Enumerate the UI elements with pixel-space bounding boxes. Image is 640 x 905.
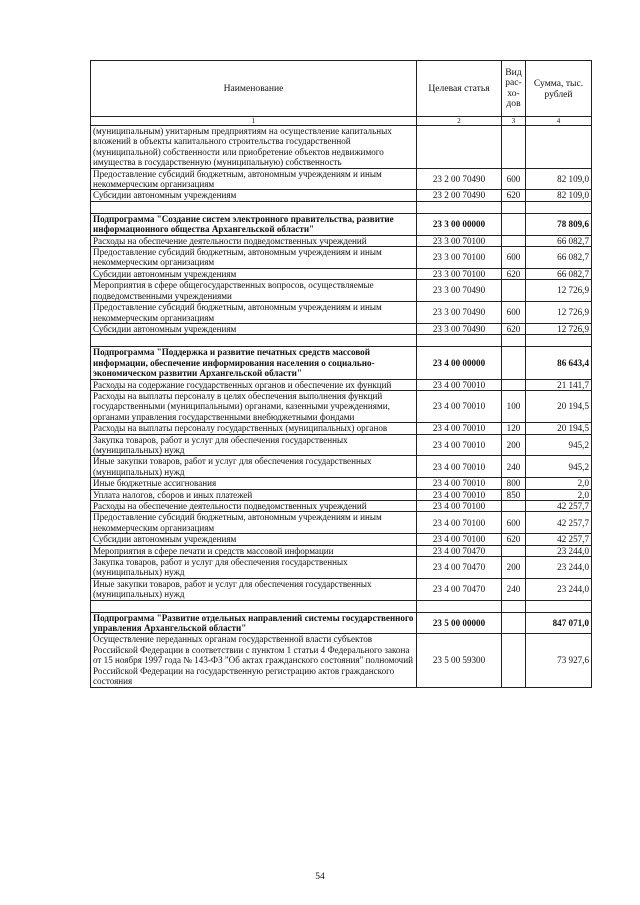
- table-spacer-row: [91, 600, 592, 612]
- table-spacer-row: [91, 335, 592, 347]
- row-name: Иные закупки товаров, работ и услуг для обеспечения государственных (муниципальных) нужд: [91, 456, 417, 478]
- row-sum: 82 109,0: [526, 168, 592, 190]
- row-name: Расходы на содержание государственных органов и обеспечение их функций: [91, 379, 417, 390]
- row-sum: 847 071,0: [526, 612, 592, 634]
- table-row: [91, 247, 592, 269]
- row-name: Расходы на обеспечение деятельности подведомственных учреждений: [91, 501, 417, 512]
- table-spacer-row: [91, 201, 592, 213]
- row-name: Уплата налогов, сборов и иных платежей: [91, 489, 417, 500]
- subprogram-row: [91, 612, 592, 634]
- row-name: Расходы на выплаты персоналу государственных (муниципальных) органов: [91, 423, 417, 434]
- row-code: 23 4 00 70470: [417, 578, 502, 600]
- row-vid: 620: [502, 190, 526, 201]
- row-vid: 200: [502, 557, 526, 579]
- row-name: Подпрограмма "Создание систем электронного правительства, развитие информационного общества Архангельской области": [91, 213, 417, 235]
- row-sum: 42 257,7: [526, 534, 592, 545]
- row-vid: 850: [502, 489, 526, 500]
- table-header-row: [91, 61, 592, 117]
- row-sum: 12 726,9: [526, 302, 592, 324]
- row-code: 23 4 00 70100: [417, 501, 502, 512]
- row-code: 23 3 00 00000: [417, 213, 502, 235]
- spacer-cell: [91, 600, 417, 612]
- page-number: 54: [315, 872, 325, 882]
- spacer-cell: [417, 600, 502, 612]
- table-row: [91, 302, 592, 324]
- table-row: [91, 168, 592, 190]
- header-name: Наименование: [91, 61, 417, 117]
- row-code: 23 5 00 59300: [417, 634, 502, 687]
- column-number-4: 4: [526, 117, 592, 126]
- table-row: [91, 478, 592, 489]
- spacer-cell: [526, 201, 592, 213]
- spacer-cell: [502, 201, 526, 213]
- row-vid: [502, 379, 526, 390]
- row-vid: 620: [502, 323, 526, 334]
- row-vid: 600: [502, 168, 526, 190]
- table-row: [91, 512, 592, 534]
- row-sum: 66 082,7: [526, 247, 592, 269]
- row-sum: 945,2: [526, 456, 592, 478]
- row-code: 23 4 00 70010: [417, 489, 502, 500]
- table-row: [91, 578, 592, 600]
- column-number-3: 3: [502, 117, 526, 126]
- row-sum: 23 244,0: [526, 578, 592, 600]
- spacer-cell: [417, 201, 502, 213]
- row-vid: 800: [502, 478, 526, 489]
- row-name: Предоставление субсидий бюджетным, автономным учреждениям и иным некоммерческим организациям: [91, 247, 417, 269]
- spacer-cell: [526, 600, 592, 612]
- row-vid: [502, 501, 526, 512]
- table-row: [91, 390, 592, 422]
- row-sum: 66 082,7: [526, 235, 592, 246]
- row-code: 23 4 00 70010: [417, 379, 502, 390]
- row-vid: [502, 634, 526, 687]
- row-code: 23 4 00 70010: [417, 434, 502, 456]
- row-code: 23 4 00 00000: [417, 347, 502, 379]
- spacer-cell: [502, 335, 526, 347]
- row-vid: 600: [502, 247, 526, 269]
- table-row: [91, 534, 592, 545]
- row-name: Предоставление субсидий бюджетным, автономным учреждениям и иным некоммерческим организациям: [91, 168, 417, 190]
- row-code: 23 3 00 70490: [417, 280, 502, 302]
- table-row: [91, 634, 592, 687]
- row-vid: 240: [502, 578, 526, 600]
- table-row: [91, 190, 592, 201]
- table-body: [91, 126, 592, 688]
- row-vid: 200: [502, 434, 526, 456]
- subprogram-row: [91, 347, 592, 379]
- row-vid: 600: [502, 302, 526, 324]
- row-sum: 42 257,7: [526, 501, 592, 512]
- row-name: Расходы на обеспечение деятельности подведомственных учреждений: [91, 235, 417, 246]
- row-code: 23 4 00 70010: [417, 390, 502, 422]
- header-sum: Сумма, тыс. рублей: [526, 61, 592, 117]
- row-sum: 23 244,0: [526, 557, 592, 579]
- row-vid: [502, 280, 526, 302]
- row-sum: 945,2: [526, 434, 592, 456]
- row-sum: 23 244,0: [526, 545, 592, 556]
- table-row: [91, 323, 592, 334]
- row-name: Подпрограмма "Поддержка и развитие печатных средств массовой информации, обеспечение информирования населения о социально-экономическом развитии Архангельской области": [91, 347, 417, 379]
- budget-table: [90, 60, 592, 688]
- row-code: 23 3 00 70100: [417, 268, 502, 279]
- row-name: Расходы на выплаты персоналу в целях обеспечения выполнения функций государственными (муниципальными) органами, казенными учреждениями, органами управления государственными внебюджетными фондами: [91, 390, 417, 422]
- row-code: 23 2 00 70490: [417, 168, 502, 190]
- table-row: [91, 557, 592, 579]
- row-sum: 2,0: [526, 489, 592, 500]
- row-vid: 120: [502, 423, 526, 434]
- spacer-cell: [417, 335, 502, 347]
- table-row: [91, 268, 592, 279]
- row-sum: 12 726,9: [526, 323, 592, 334]
- row-vid: [502, 612, 526, 634]
- row-code: 23 4 00 70100: [417, 512, 502, 534]
- row-name: Иные закупки товаров, работ и услуг для обеспечения государственных (муниципальных) нужд: [91, 578, 417, 600]
- row-name: Субсидии автономным учреждениям: [91, 323, 417, 334]
- row-code: 23 3 00 70100: [417, 235, 502, 246]
- row-sum: 21 141,7: [526, 379, 592, 390]
- row-name: Подпрограмма "Развитие отдельных направлений системы государственного управления Архангельской области": [91, 612, 417, 634]
- spacer-cell: [526, 335, 592, 347]
- row-code: 23 4 00 70470: [417, 557, 502, 579]
- row-sum: 66 082,7: [526, 268, 592, 279]
- row-code: 23 3 00 70490: [417, 323, 502, 334]
- row-code: 23 4 00 70470: [417, 545, 502, 556]
- column-number-1: 1: [91, 117, 417, 126]
- row-name: Субсидии автономным учреждениям: [91, 268, 417, 279]
- row-name: Субсидии автономным учреждениям: [91, 534, 417, 545]
- row-name: Мероприятия в сфере общегосударственных вопросов, осуществляемые подведомственными учреждениями: [91, 280, 417, 302]
- column-number-2: 2: [417, 117, 502, 126]
- table-row: [91, 501, 592, 512]
- row-vid: [502, 545, 526, 556]
- subprogram-row: [91, 213, 592, 235]
- row-vid: [502, 126, 526, 169]
- row-code: 23 4 00 70100: [417, 534, 502, 545]
- row-name: Предоставление субсидий бюджетным, автономным учреждениям и иным некоммерческим организациям: [91, 512, 417, 534]
- row-name: Осуществление переданных органам государственной власти субъектов Российской Федерации в соответствии с пунктом 1 статьи 4 Федерального закона от 15 ноября 1997 года № 143-ФЗ "Об актах гражданского состояния" полномочий Российской Федерации на государственную регистрацию актов гражданского состояния: [91, 634, 417, 687]
- row-sum: 73 927,6: [526, 634, 592, 687]
- row-code: 23 4 00 70010: [417, 456, 502, 478]
- header-code: Целевая статья: [417, 61, 502, 117]
- header-vid: Вид рас-хо-дов: [502, 61, 526, 117]
- row-vid: [502, 213, 526, 235]
- row-name: Закупка товаров, работ и услуг для обеспечения государственных (муниципальных) нужд: [91, 557, 417, 579]
- budget-table-sheet: [90, 60, 591, 688]
- row-code: 23 3 00 70490: [417, 302, 502, 324]
- row-code: 23 5 00 00000: [417, 612, 502, 634]
- row-sum: 78 809,6: [526, 213, 592, 235]
- row-code: 23 2 00 70490: [417, 190, 502, 201]
- row-name: Закупка товаров, работ и услуг для обеспечения государственных (муниципальных) нужд: [91, 434, 417, 456]
- row-sum: 12 726,9: [526, 280, 592, 302]
- row-name: Мероприятия в сфере печати и средств массовой информации: [91, 545, 417, 556]
- row-name: Предоставление субсидий бюджетным, автономным учреждениям и иным некоммерческим организациям: [91, 302, 417, 324]
- spacer-cell: [91, 335, 417, 347]
- row-code: 23 4 00 70010: [417, 478, 502, 489]
- row-sum: 20 194,5: [526, 390, 592, 422]
- row-vid: [502, 347, 526, 379]
- row-sum: 20 194,5: [526, 423, 592, 434]
- column-number-row: [91, 117, 592, 126]
- row-code: 23 3 00 70100: [417, 247, 502, 269]
- row-name: (муниципальным) унитарным предприятиям на осуществление капитальных вложений в объекты капитального строительства государственной (муниципальной) собственности или приобретение объектов недвижимого имущества в государственную (муниципальную) собственность: [91, 126, 417, 169]
- row-name: Субсидии автономным учреждениям: [91, 190, 417, 201]
- table-row: [91, 126, 592, 169]
- row-vid: 100: [502, 390, 526, 422]
- table-row: [91, 545, 592, 556]
- table-row: [91, 280, 592, 302]
- spacer-cell: [91, 201, 417, 213]
- row-vid: 240: [502, 456, 526, 478]
- table-row: [91, 489, 592, 500]
- row-sum: 2,0: [526, 478, 592, 489]
- row-vid: 620: [502, 268, 526, 279]
- row-code: [417, 126, 502, 169]
- table-row: [91, 423, 592, 434]
- row-code: 23 4 00 70010: [417, 423, 502, 434]
- spacer-cell: [502, 600, 526, 612]
- row-sum: [526, 126, 592, 169]
- row-vid: 600: [502, 512, 526, 534]
- row-name: Иные бюджетные ассигнования: [91, 478, 417, 489]
- row-sum: 86 643,4: [526, 347, 592, 379]
- row-sum: 82 109,0: [526, 190, 592, 201]
- row-vid: [502, 235, 526, 246]
- table-row: [91, 456, 592, 478]
- table-row: [91, 434, 592, 456]
- table-row: [91, 379, 592, 390]
- row-sum: 42 257,7: [526, 512, 592, 534]
- table-row: [91, 235, 592, 246]
- row-vid: 620: [502, 534, 526, 545]
